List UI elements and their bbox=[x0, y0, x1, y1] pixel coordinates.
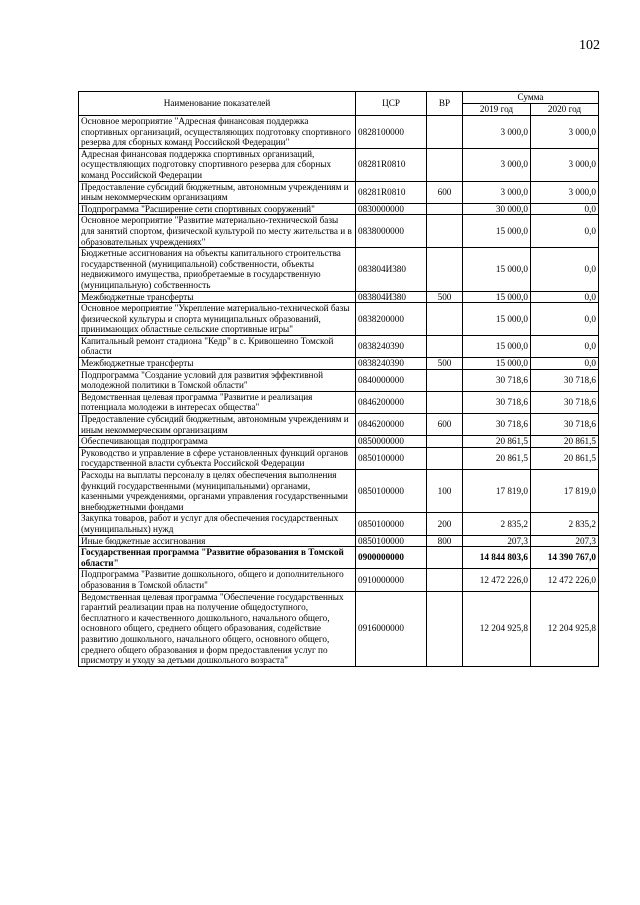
row-csr: 0900000000 bbox=[356, 547, 427, 569]
row-vr bbox=[427, 447, 463, 469]
row-sum-2020: 0,0 bbox=[531, 203, 599, 215]
row-csr: 0850100000 bbox=[356, 447, 427, 469]
row-name: Межбюджетные трансферты bbox=[79, 358, 356, 370]
row-sum-2020: 207,3 bbox=[531, 535, 599, 547]
row-csr: 08281R0810 bbox=[356, 181, 427, 203]
row-sum-2019: 3 000,0 bbox=[463, 148, 531, 181]
row-name: Подпрограмма "Создание условий для развития эффективной молодежной политики в Томской области" bbox=[79, 369, 356, 391]
row-vr bbox=[427, 547, 463, 569]
row-vr bbox=[427, 215, 463, 248]
row-vr bbox=[427, 591, 463, 666]
row-name: Межбюджетные трансферты bbox=[79, 291, 356, 303]
row-sum-2020: 0,0 bbox=[531, 358, 599, 370]
row-name: Подпрограмма "Развитие дошкольного, общего и дополнительного образования в Томской области" bbox=[79, 569, 356, 591]
row-sum-2019: 30 718,6 bbox=[463, 391, 531, 413]
row-sum-2019: 20 861,5 bbox=[463, 436, 531, 448]
row-sum-2019: 20 861,5 bbox=[463, 447, 531, 469]
row-vr: 500 bbox=[427, 358, 463, 370]
row-sum-2020: 20 861,5 bbox=[531, 436, 599, 448]
row-csr: 0828100000 bbox=[356, 116, 427, 149]
row-csr: 0850100000 bbox=[356, 470, 427, 513]
row-csr: 0830000000 bbox=[356, 203, 427, 215]
table-row bbox=[79, 470, 599, 513]
budget-table bbox=[78, 91, 599, 667]
row-sum-2020: 17 819,0 bbox=[531, 470, 599, 513]
table-row bbox=[79, 391, 599, 413]
row-csr: 0910000000 bbox=[356, 569, 427, 591]
header-csr: ЦСР bbox=[356, 92, 427, 116]
row-name: Государственная программа "Развитие образования в Томской области" bbox=[79, 547, 356, 569]
row-csr: 0838240390 bbox=[356, 335, 427, 357]
row-sum-2019: 15 000,0 bbox=[463, 303, 531, 336]
row-vr bbox=[427, 369, 463, 391]
row-name: Подпрограмма "Расширение сети спортивных сооружений" bbox=[79, 203, 356, 215]
row-sum-2020: 3 000,0 bbox=[531, 148, 599, 181]
row-csr: 0916000000 bbox=[356, 591, 427, 666]
row-csr: 0850100000 bbox=[356, 513, 427, 535]
row-sum-2019: 15 000,0 bbox=[463, 291, 531, 303]
row-vr bbox=[427, 148, 463, 181]
row-sum-2019: 12 204 925,8 bbox=[463, 591, 531, 666]
row-csr: 0850100000 bbox=[356, 535, 427, 547]
table-header-row bbox=[79, 92, 599, 104]
row-vr bbox=[427, 303, 463, 336]
header-sum: Сумма bbox=[463, 92, 599, 104]
table-row bbox=[79, 358, 599, 370]
row-name: Иные бюджетные ассигнования bbox=[79, 535, 356, 547]
table-body bbox=[79, 116, 599, 667]
table-row bbox=[79, 248, 599, 291]
row-sum-2019: 30 718,6 bbox=[463, 414, 531, 436]
table-row bbox=[79, 569, 599, 591]
row-sum-2020: 30 718,6 bbox=[531, 369, 599, 391]
row-sum-2020: 0,0 bbox=[531, 335, 599, 357]
row-sum-2019: 17 819,0 bbox=[463, 470, 531, 513]
row-sum-2020: 20 861,5 bbox=[531, 447, 599, 469]
row-name: Основное мероприятие "Укрепление материально-технической базы физической культуры и спорта муниципальных образований, принимающих областные сельские спортивные игры" bbox=[79, 303, 356, 336]
row-csr: 08281R0810 bbox=[356, 148, 427, 181]
row-vr bbox=[427, 203, 463, 215]
row-name: Капитальный ремонт стадиона "Кедр" в с. Кривошеино Томской области bbox=[79, 335, 356, 357]
row-sum-2020: 0,0 bbox=[531, 248, 599, 291]
row-vr: 100 bbox=[427, 470, 463, 513]
header-year-2020: 2020 год bbox=[531, 104, 599, 116]
row-vr bbox=[427, 391, 463, 413]
table-row bbox=[79, 535, 599, 547]
row-csr: 0838200000 bbox=[356, 303, 427, 336]
row-sum-2020: 0,0 bbox=[531, 215, 599, 248]
row-sum-2019: 15 000,0 bbox=[463, 215, 531, 248]
row-sum-2020: 3 000,0 bbox=[531, 116, 599, 149]
page-number: 102 bbox=[579, 38, 600, 53]
row-sum-2020: 14 390 767,0 bbox=[531, 547, 599, 569]
row-csr: 0838000000 bbox=[356, 215, 427, 248]
table-row bbox=[79, 369, 599, 391]
row-vr: 600 bbox=[427, 414, 463, 436]
row-name: Предоставление субсидий бюджетным, автономным учреждениям и иным некоммерческим организациям bbox=[79, 414, 356, 436]
table-row bbox=[79, 291, 599, 303]
row-name: Закупка товаров, работ и услуг для обеспечения государственных (муниципальных) нужд bbox=[79, 513, 356, 535]
row-csr: 0838240390 bbox=[356, 358, 427, 370]
row-name: Ведомственная целевая программа "Обеспечение государственных гарантий реализации прав на получение общедоступного, бесплатного и качественного дошкольного, начального общего, основного общего, среднего общего образования, содействие развитию дошкольного, начального общего, основного общего, среднего общего образования и форм предоставления услуг по присмотру и уходу за детьми дошкольного возраста" bbox=[79, 591, 356, 666]
row-name: Основное мероприятие "Адресная финансовая поддержка спортивных организаций, осуществляющих подготовку спортивного резерва для сборных команд Российской Федерации" bbox=[79, 116, 356, 149]
row-csr: 0846200000 bbox=[356, 414, 427, 436]
row-vr: 800 bbox=[427, 535, 463, 547]
row-sum-2019: 15 000,0 bbox=[463, 248, 531, 291]
table-row bbox=[79, 148, 599, 181]
row-vr bbox=[427, 116, 463, 149]
row-csr: 0846200000 bbox=[356, 391, 427, 413]
header-name: Наименование показателей bbox=[79, 92, 356, 116]
table-row bbox=[79, 215, 599, 248]
row-vr bbox=[427, 248, 463, 291]
row-sum-2019: 30 718,6 bbox=[463, 369, 531, 391]
header-vr: ВР bbox=[427, 92, 463, 116]
row-sum-2020: 0,0 bbox=[531, 291, 599, 303]
row-sum-2020: 12 472 226,0 bbox=[531, 569, 599, 591]
row-name: Адресная финансовая поддержка спортивных организаций, осуществляющих подготовку спортивного резерва для сборных команд Российской Федерации bbox=[79, 148, 356, 181]
row-sum-2019: 3 000,0 bbox=[463, 181, 531, 203]
row-sum-2020: 30 718,6 bbox=[531, 391, 599, 413]
table-row bbox=[79, 414, 599, 436]
row-sum-2019: 14 844 803,6 bbox=[463, 547, 531, 569]
row-sum-2019: 30 000,0 bbox=[463, 203, 531, 215]
row-vr bbox=[427, 569, 463, 591]
table-row bbox=[79, 116, 599, 149]
table-row bbox=[79, 591, 599, 666]
row-vr bbox=[427, 335, 463, 357]
header-year-2019: 2019 год bbox=[463, 104, 531, 116]
row-name: Ведомственная целевая программа "Развитие и реализация потенциала молодежи в интересах общества" bbox=[79, 391, 356, 413]
table-row bbox=[79, 181, 599, 203]
row-name: Обеспечивающая подпрограмма bbox=[79, 436, 356, 448]
table-row bbox=[79, 447, 599, 469]
table-row bbox=[79, 303, 599, 336]
row-csr: 083804И380 bbox=[356, 248, 427, 291]
row-vr: 200 bbox=[427, 513, 463, 535]
row-sum-2020: 30 718,6 bbox=[531, 414, 599, 436]
table-row bbox=[79, 203, 599, 215]
row-sum-2019: 3 000,0 bbox=[463, 116, 531, 149]
table-row bbox=[79, 513, 599, 535]
row-vr: 500 bbox=[427, 291, 463, 303]
row-sum-2019: 12 472 226,0 bbox=[463, 569, 531, 591]
row-name: Основное мероприятие "Развитие материально-технической базы для занятий спортом, физической культурой по месту жительства и в образовательных учреждениях" bbox=[79, 215, 356, 248]
row-sum-2020: 0,0 bbox=[531, 303, 599, 336]
row-csr: 0850000000 bbox=[356, 436, 427, 448]
row-sum-2019: 15 000,0 bbox=[463, 335, 531, 357]
row-name: Предоставление субсидий бюджетным, автономным учреждениям и иным некоммерческим организациям bbox=[79, 181, 356, 203]
row-name: Расходы на выплаты персоналу в целях обеспечения выполнения функций государственными (муниципальными) органами, казенными учреждениями, органами управления государственными внебюджетными фондами bbox=[79, 470, 356, 513]
row-sum-2019: 207,3 bbox=[463, 535, 531, 547]
row-sum-2020: 3 000,0 bbox=[531, 181, 599, 203]
row-csr: 0840000000 bbox=[356, 369, 427, 391]
table-row bbox=[79, 436, 599, 448]
row-vr: 600 bbox=[427, 181, 463, 203]
row-sum-2019: 15 000,0 bbox=[463, 358, 531, 370]
row-sum-2019: 2 835,2 bbox=[463, 513, 531, 535]
row-csr: 083804И380 bbox=[356, 291, 427, 303]
row-name: Руководство и управление в сфере установленных функций органов государственной власти субъекта Российской Федерации bbox=[79, 447, 356, 469]
row-sum-2020: 2 835,2 bbox=[531, 513, 599, 535]
table-row bbox=[79, 547, 599, 569]
row-name: Бюджетные ассигнования на объекты капитального строительства государственной (муниципальной) собственности, объекты недвижимого имущества, приобретаемые в государственную (муниципальную) собственность bbox=[79, 248, 356, 291]
row-sum-2020: 12 204 925,8 bbox=[531, 591, 599, 666]
table-row bbox=[79, 335, 599, 357]
row-vr bbox=[427, 436, 463, 448]
